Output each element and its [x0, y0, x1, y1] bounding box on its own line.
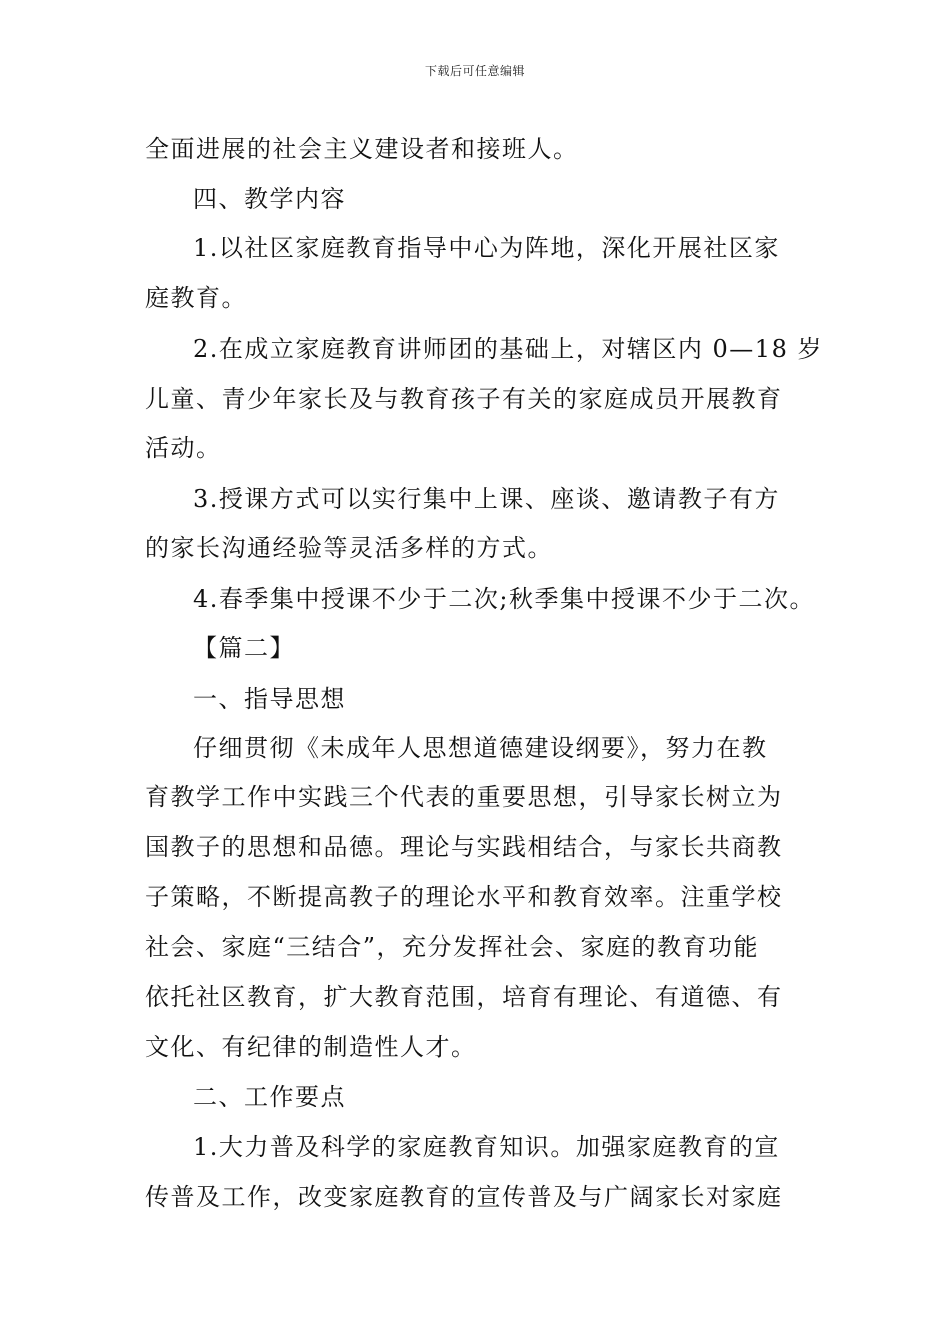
text-line: 4.春季集中授课不少于二次;秋季集中授课不少于二次。 [193, 585, 815, 613]
text-line: 1.大力普及科学的家庭教育知识。加强家庭教育的宣 [193, 1133, 780, 1161]
section-heading: 一、指导思想 [193, 685, 346, 713]
text-line: 活动。 [145, 434, 222, 462]
section-heading: 二、工作要点 [193, 1083, 346, 1111]
text-line: 1.以社区家庭教育指导中心为阵地，深化开展社区家 [193, 234, 780, 262]
text-line: 育教学工作中实践三个代表的重要思想，引导家长树立为 [145, 783, 783, 811]
page-header-note: 下载后可任意编辑 [424, 64, 525, 78]
text-line: 传普及工作，改变家庭教育的宣传普及与广阔家长对家庭 [145, 1183, 783, 1211]
text-line: 依托社区教育，扩大教育范围，培育有理论、有道德、有 [145, 983, 783, 1011]
text-line: 仔细贯彻《未成年人思想道德建设纲要》，努力在教 [193, 734, 768, 762]
text-line: 3.授课方式可以实行集中上课、座谈、邀请教子有方 [193, 485, 780, 513]
text-line: 全面进展的社会主义建设者和接班人。 [145, 135, 579, 163]
text-line: 的家长沟通经验等灵活多样的方式。 [145, 534, 553, 562]
text-line: 儿童、青少年家长及与教育孩子有关的家庭成员开展教育 [145, 385, 783, 413]
text-line: 社会、家庭“三结合”，充分发挥社会、家庭的教育功能 [145, 933, 760, 961]
text-line: 2.在成立家庭教育讲师团的基础上，对辖区内 0—18 岁 [193, 335, 823, 363]
part-heading: 【篇二】 [193, 634, 295, 662]
text-line: 子策略，不断提高教子的理论水平和教育效率。注重学校 [145, 883, 783, 911]
section-heading: 四、教学内容 [193, 185, 346, 213]
text-line: 庭教育。 [145, 284, 247, 312]
text-line: 国教子的思想和品德。理论与实践相结合，与家长共商教 [145, 833, 783, 861]
text-line: 文化、有纪律的制造性人才。 [145, 1033, 477, 1061]
